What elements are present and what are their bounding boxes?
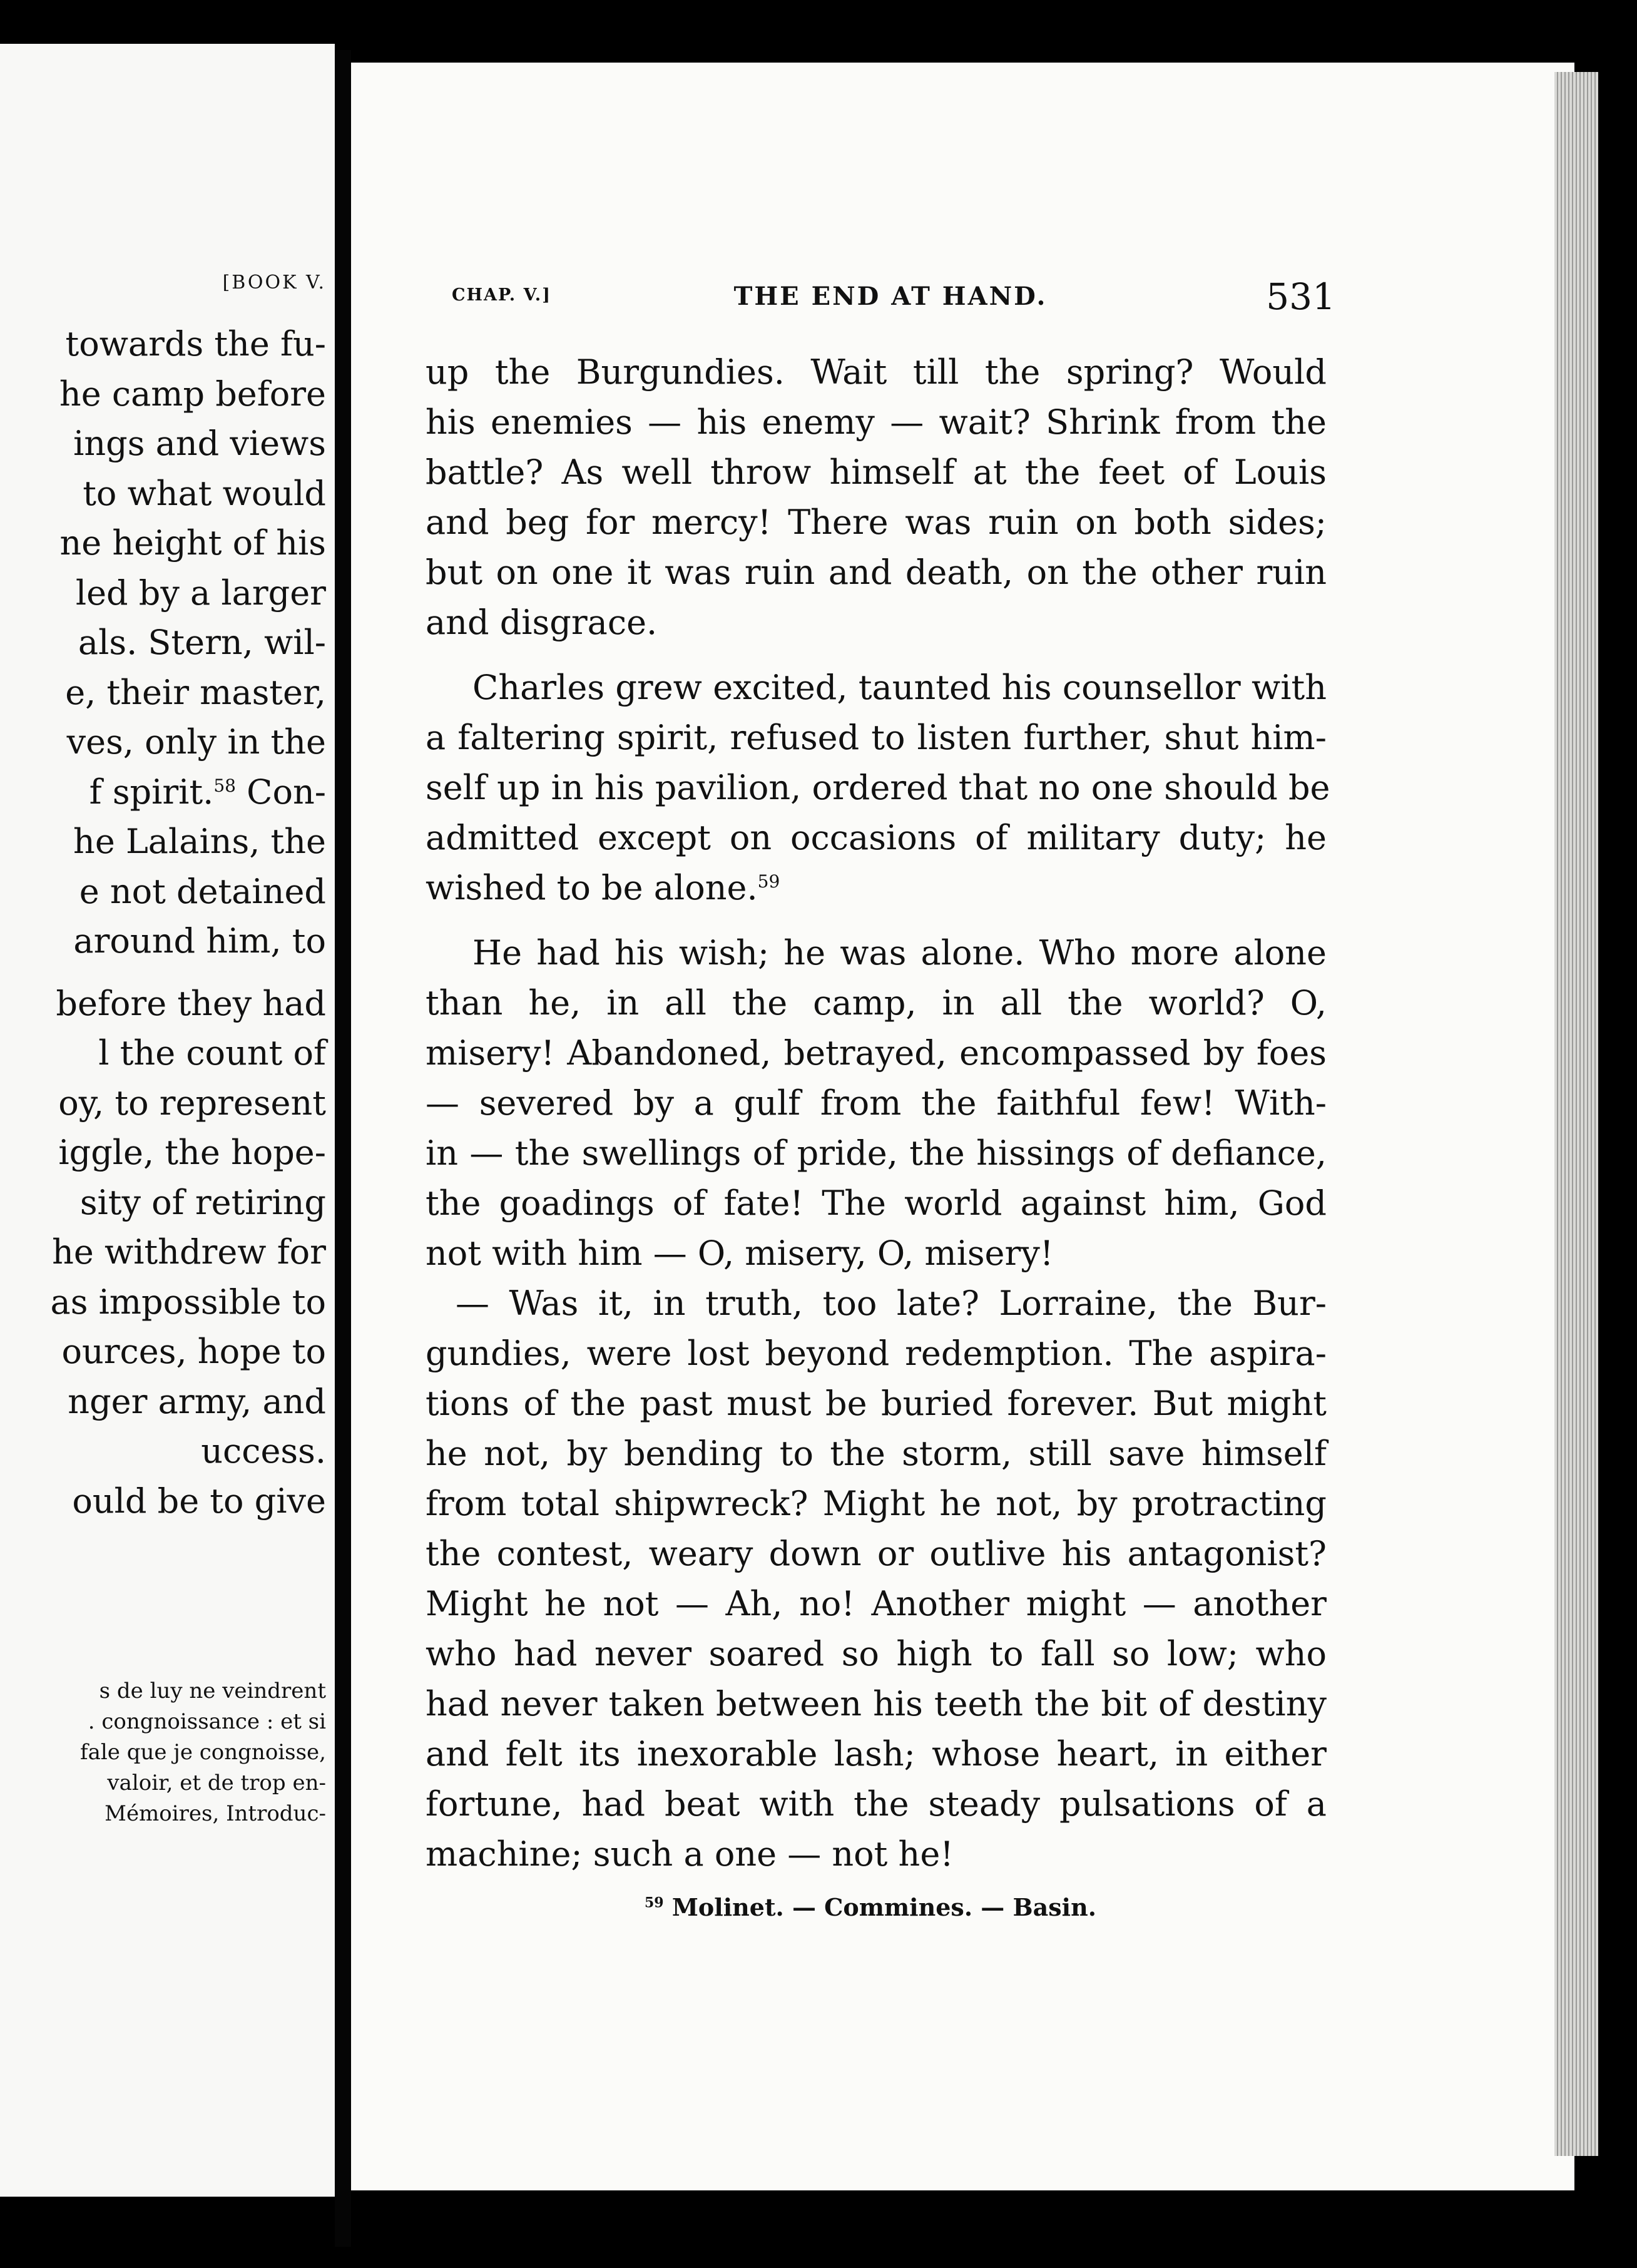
left-line: sity of retiring — [79, 1182, 326, 1222]
text-line: from total shipwreck? Might he not, by protracting — [426, 1484, 1327, 1523]
paragraph-gap — [426, 648, 1327, 663]
text-line: tions of the past must be buried forever. But might — [426, 1384, 1327, 1423]
left-line: e not detained — [79, 871, 326, 911]
left-line: he withdrew for — [52, 1232, 326, 1272]
book-gutter — [335, 50, 351, 2247]
text-line: had never taken between his teeth the bit of destiny — [426, 1684, 1327, 1724]
paragraph-gap — [426, 913, 1327, 928]
left-line: before they had — [56, 983, 326, 1023]
left-facing-page — [0, 44, 335, 2197]
running-head — [446, 275, 1335, 319]
left-line: e, their master, — [65, 672, 326, 712]
footnote-marker: 58 — [213, 775, 236, 796]
page-footnote — [645, 1893, 1096, 1921]
left-line: as impossible to — [50, 1282, 326, 1322]
left-line-text: f spirit. — [89, 772, 214, 812]
text-line: — severed by a gulf from the faithful few! With- — [426, 1083, 1327, 1123]
left-note-line: fale que je congnoisse, — [80, 1740, 326, 1765]
left-line-tail: Con- — [235, 772, 326, 812]
left-note-line: valoir, et de trop en- — [107, 1770, 326, 1796]
text-line: self up in his pavilion, ordered that no one should be — [426, 768, 1330, 807]
text-line: but on one it was ruin and death, on the other ruin — [426, 553, 1327, 592]
left-line: he Lalains, the — [73, 822, 326, 861]
left-line: around him, to — [73, 921, 326, 961]
left-line: led by a larger — [75, 573, 326, 613]
text-line: up the Burgundies. Wait till the spring? Would — [426, 352, 1327, 392]
text-line: admitted except on occasions of military duty; he — [426, 818, 1327, 857]
left-line: uccess. — [201, 1431, 326, 1471]
left-line: ves, only in the — [66, 722, 326, 762]
text-line: he not, by bending to the storm, still save himself — [426, 1434, 1327, 1473]
left-line: nger army, and — [68, 1381, 326, 1421]
text-line-with-note — [426, 863, 1327, 913]
left-line: als. Stern, wil- — [78, 623, 326, 662]
body-text — [426, 347, 1330, 1879]
page-edges — [1554, 72, 1598, 2156]
paragraph-gap — [51, 966, 327, 979]
text-line: and disgrace. — [426, 603, 658, 642]
page-title: THE END AT HAND. — [733, 282, 1048, 311]
text-line: misery! Abandoned, betrayed, encompassed by foes — [426, 1033, 1327, 1073]
text-line: and felt its inexorable lash; whose heart, in either — [426, 1734, 1327, 1774]
left-page-text — [51, 319, 327, 1526]
left-note-line: s de luy ne veindrent — [99, 1678, 326, 1704]
text-line: his enemies — his enemy — wait? Shrink from the — [426, 402, 1327, 442]
text-line: in — the swellings of pride, the hissings of defiance, — [426, 1133, 1327, 1173]
text-line: machine; such a one — not he! — [426, 1834, 954, 1874]
footnote-number: 59 — [645, 1894, 664, 1911]
left-line: iggle, the hope- — [58, 1133, 326, 1172]
left-page-footnotes — [80, 1676, 326, 1829]
text-line: He had his wish; he was alone. Who more alone — [472, 933, 1327, 973]
text-line: than he, in all the camp, in all the world? O, — [426, 983, 1327, 1023]
text-line: — Was it, in truth, too late? Lorraine, the Bur- — [456, 1284, 1327, 1323]
page-number: 531 — [1266, 275, 1335, 318]
left-line: oy, to represent — [58, 1083, 326, 1123]
text-line: a faltering spirit, refused to listen further, shut him- — [426, 718, 1327, 757]
left-line: ources, hope to — [61, 1332, 326, 1371]
left-line: ings and views — [73, 424, 326, 463]
text-line: not with him — O, misery, O, misery! — [426, 1234, 1054, 1273]
footnote-marker: 59 — [757, 871, 780, 892]
text-line: who had never soared so high to fall so low; who — [426, 1634, 1327, 1673]
left-note-line: . congnoissance : et si — [88, 1709, 326, 1734]
text-line: the goadings of fate! The world against him, God — [426, 1183, 1327, 1223]
left-line: ould be to give — [72, 1481, 326, 1521]
text-line: fortune, had beat with the steady pulsations of a — [426, 1784, 1327, 1824]
chapter-label: CHAP. V.] — [452, 285, 551, 305]
left-line: towards the fu- — [65, 324, 326, 364]
text-line: Might he not — Ah, no! Another might — another — [426, 1584, 1327, 1623]
text-line: battle? As well throw himself at the feet of Louis — [426, 452, 1327, 492]
text-line: wished to be alone. — [426, 868, 758, 907]
text-line: the contest, weary down or outlive his antagonist? — [426, 1534, 1327, 1573]
left-note-line: Mémoires, Introduc- — [105, 1801, 326, 1826]
left-line: ne height of his — [59, 523, 326, 563]
text-line: and beg for mercy! There was ruin on both sides; — [426, 503, 1327, 542]
left-line: l the count of — [98, 1033, 326, 1073]
left-running-head: [BOOK V. — [222, 272, 326, 294]
text-line: gundies, were lost beyond redemption. The aspira- — [426, 1334, 1327, 1373]
left-line-with-note — [51, 767, 327, 817]
text-line: Charles grew excited, taunted his counsellor with — [472, 668, 1327, 707]
left-line: to what would — [83, 473, 326, 513]
footnote-text: Molinet. — Commines. — Basin. — [663, 1893, 1096, 1921]
left-line: he camp before — [59, 374, 326, 414]
